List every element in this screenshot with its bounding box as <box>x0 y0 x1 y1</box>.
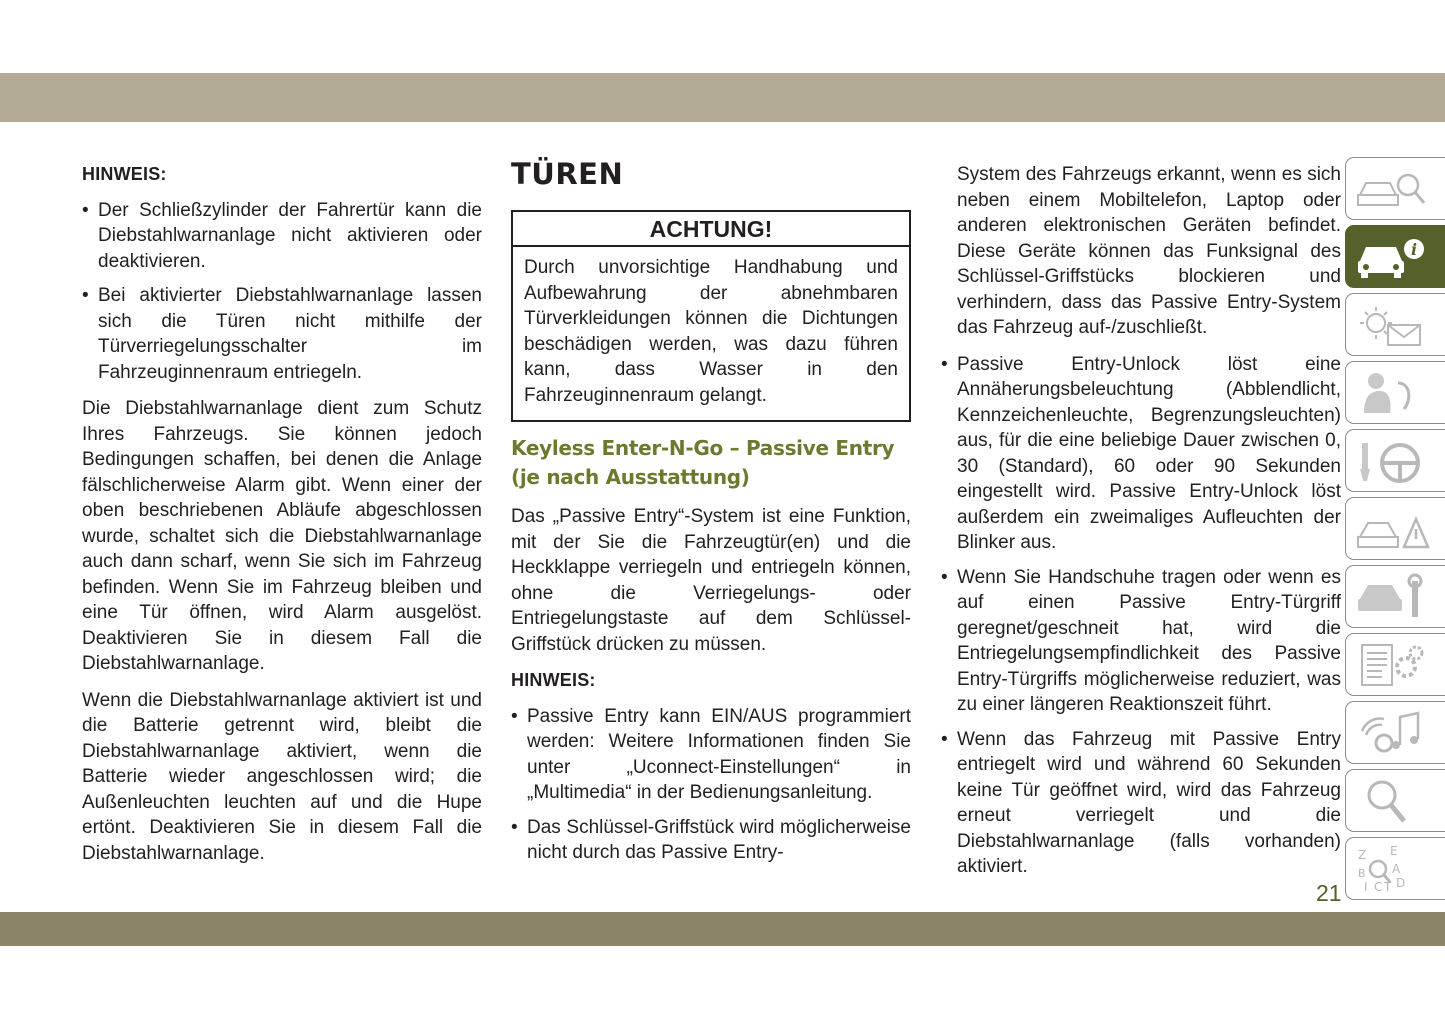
list-item: • Wenn das Fahrzeug mit Passive Entry entriegelt wird und während 60 Sekunden keine Tür geöffnet wird, wird das Fahrzeug erneut verriegelt und die Diebstahlwarnanlage (falls vorhanden) aktiviert. <box>941 727 1341 880</box>
paragraph: Die Diebstahlwarnanlage dient zum Schutz Ihres Fahrzeugs. Sie können jedoch Bedingungen schaffen, bei denen die Anlage fälschlicherweise Alarm gibt. Wenn einer der oben beschriebenen Abläufe abgeschlossen wurde, schaltet sich die Diebstahlwarnanlage auch dann scharf, wenn Sie sich im Fahrzeug befinden. Wenn Sie im Fahrzeug bleiben und eine Tür öffnen, wird Alarm ausgelöst. Deaktivieren Sie in diesem Fall die Diebstahlwarnanlage. <box>82 398 482 674</box>
warning-box <box>511 210 911 423</box>
tab-warning-lights[interactable] <box>1345 293 1445 356</box>
index-letter: T <box>1384 880 1392 893</box>
index-letter: I <box>1364 880 1368 893</box>
section-title: TÜREN <box>511 157 624 191</box>
index-letter: B <box>1358 867 1366 880</box>
airbag-seat-icon <box>1354 369 1434 417</box>
svg-text:i: i <box>1411 240 1418 259</box>
warning-title: ACHTUNG! <box>513 212 909 248</box>
steering-key-icon <box>1354 437 1434 485</box>
list-item: • Passive Entry-Unlock löst eine Annäherungsbeleuchtung (Abblendlicht, Kennzeichenleuchte, Begrenzungsleuchten) aus, für die eine beliebige Dauer zwischen 0, 30 (Standard), 60 oder 90 Sekunden eingestellt wird. Passive Entry-Unlock löst außerdem ein zweimaliges Aufleuchten der Blinker aus. <box>941 352 1341 556</box>
tab-search[interactable] <box>1345 769 1445 832</box>
search-index-icon <box>1354 777 1434 825</box>
specifications-icon <box>1354 641 1434 689</box>
tab-emergency[interactable] <box>1345 497 1445 560</box>
multimedia-icon <box>1354 709 1434 757</box>
car-maintenance-icon <box>1354 573 1434 621</box>
alphabet-index-icon <box>1354 845 1434 893</box>
list-item: • Bei aktivierter Diebstahlwarnanlage lassen sich die Türen nicht mithilfe der Türverriegelungsschalter im Fahrzeuginnenraum entriegeln. <box>82 283 482 385</box>
column-middle <box>511 157 911 877</box>
index-letter: D <box>1396 876 1406 890</box>
note-list <box>82 198 482 386</box>
tab-maintenance[interactable] <box>1345 565 1445 628</box>
bullet-list <box>957 352 1341 880</box>
tab-vehicle-info[interactable] <box>1345 225 1445 288</box>
note-list <box>511 704 911 866</box>
car-info-icon <box>1354 233 1434 281</box>
note-heading: HINWEIS: <box>82 164 167 184</box>
index-letter: C <box>1374 880 1383 893</box>
tab-getting-to-know[interactable] <box>1345 157 1445 220</box>
page-number: 21 <box>1316 880 1342 906</box>
index-letter: Z <box>1358 848 1367 862</box>
tab-multimedia[interactable] <box>1345 701 1445 764</box>
column-right <box>957 162 1341 891</box>
tab-index[interactable] <box>1345 837 1445 900</box>
paragraph: Das „Passive Entry“-System ist eine Funktion, mit der Sie die Fahrzeugtür(en) und die Heckklappe verriegeln und entriegeln können, ohne die Verriegelungs- oder Entriegelungstaste auf dem Schlüssel-Griffstück drücken zu müssen. <box>511 506 911 655</box>
warning-text: Durch unvorsichtige Handhabung und Aufbewahrung der abnehmbaren Türverkleidungen können die Dichtungen beschädigen werden, was dazu führen kann, dass Wasser in den Fahrzeuginnenraum gelangt. <box>524 257 898 406</box>
paragraph: Wenn die Diebstahlwarnanlage aktiviert ist und die Batterie getrennt wird, bleibt die Diebstahlwarnanlage aktiviert, wenn die Batterie wieder angeschlossen wird; die Außenleuchten leuchten auf und die Hupe ertönt. Deaktivieren Sie in diesem Fall die Diebstahlwarnanlage. <box>82 689 482 864</box>
subheading: Keyless Enter-N-Go – Passive Entry (je nach Ausstattung) <box>511 436 895 489</box>
index-letter: E <box>1390 845 1398 858</box>
note-heading: HINWEIS: <box>511 670 596 690</box>
list-item: • Das Schlüssel-Griffstück wird möglicherweise nicht durch das Passive Entry- <box>511 815 911 866</box>
car-emergency-icon <box>1354 505 1434 553</box>
car-search-icon <box>1354 165 1434 213</box>
list-item: • Wenn Sie Handschuhe tragen oder wenn es auf einen Passive Entry-Türgriff geregnet/geschneit hat, wird die Entriegelungsempfindlichkeit des Passive Entry-Türgriffs möglicherweise reduziert, was zu einer längeren Reaktionszeit führt. <box>941 565 1341 718</box>
column-left <box>82 162 482 877</box>
footer-band <box>0 912 1445 946</box>
tab-specifications[interactable] <box>1345 633 1445 696</box>
list-item: • Der Schließzylinder der Fahrertür kann die Diebstahlwarnanlage nicht aktivieren oder deaktivieren. <box>82 198 482 275</box>
list-item: • Passive Entry kann EIN/AUS programmiert werden: Weitere Informationen finden Sie unter „Uconnect-Einstellungen“ in „Multimedia“ in der Bedienungsanleitung. <box>511 704 911 806</box>
tab-safety[interactable] <box>1345 361 1445 424</box>
index-letter: A <box>1392 862 1401 876</box>
warning-lights-icon <box>1354 301 1434 349</box>
paragraph: System des Fahrzeugs erkannt, wenn es sich neben einem Mobiltelefon, Laptop oder anderen elektronischen Geräten befindet. Diese Geräte können das Funksignal des Schlüssel-Griffstücks blockieren und verhindern, dass das Passive Entry-System das Fahrzeug auf-/zuschließt. <box>957 164 1341 338</box>
header-band <box>0 73 1445 122</box>
tab-starting-operating[interactable] <box>1345 429 1445 492</box>
